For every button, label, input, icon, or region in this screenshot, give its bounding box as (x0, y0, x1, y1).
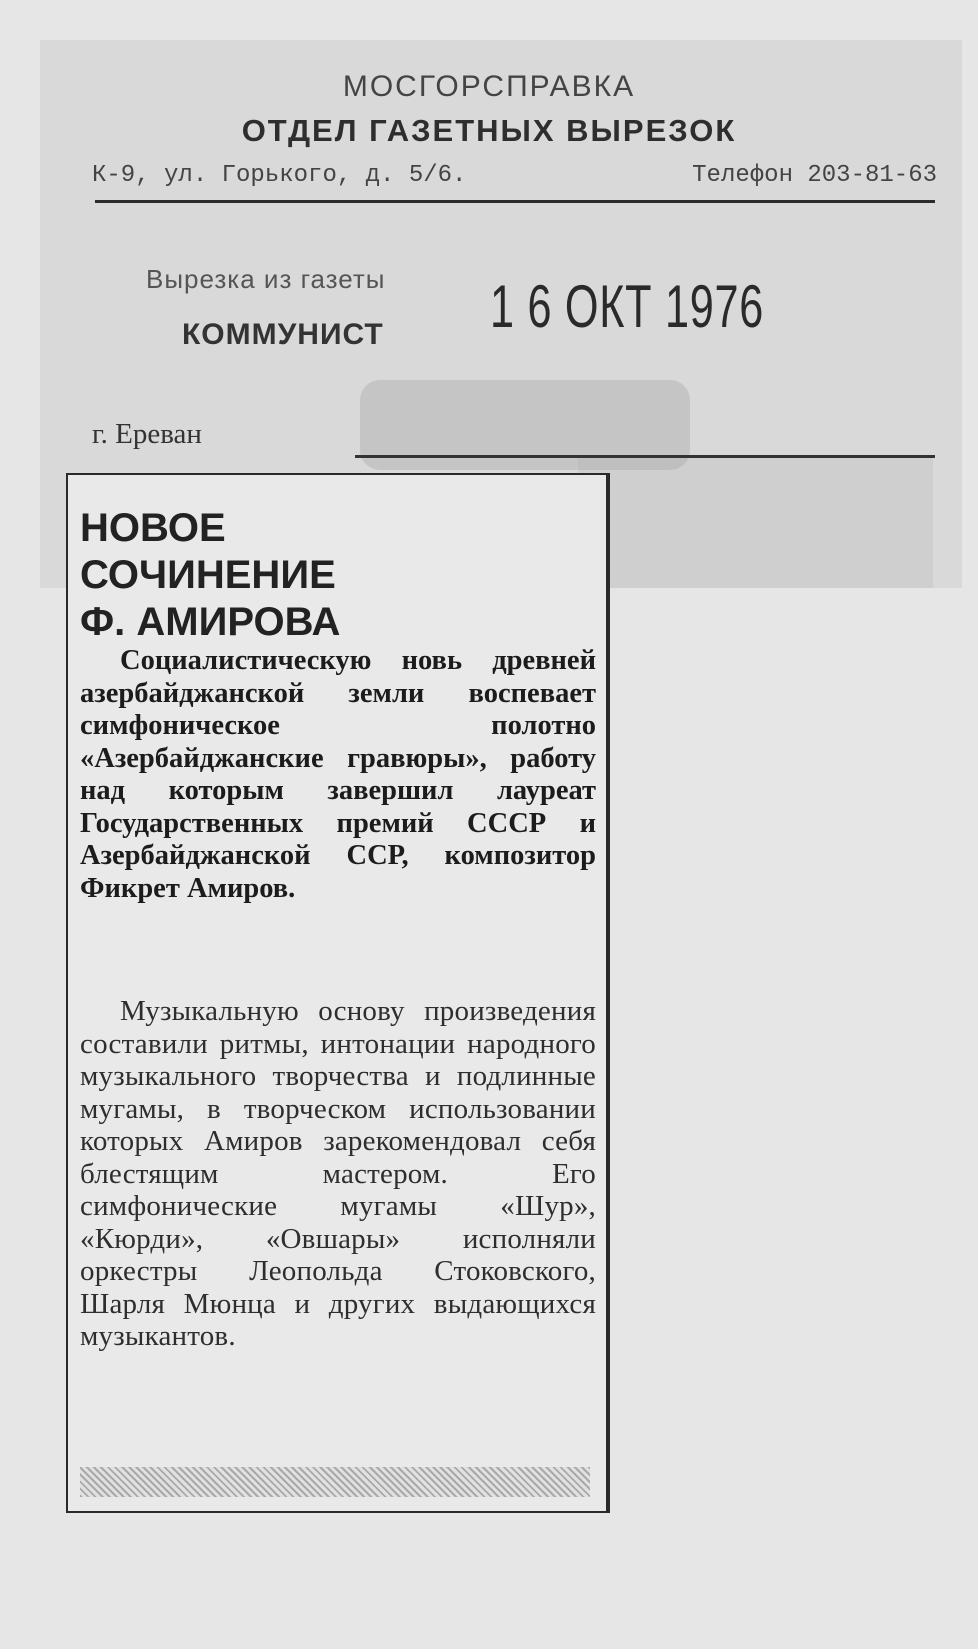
newspaper-name: КОММУНИСТ (182, 318, 384, 351)
bureau-department: ОТДЕЛ ГАЗЕТНЫХ ВЫРЕЗОК (241, 113, 737, 148)
header-rule (95, 200, 935, 203)
date-stamp: 1 6 ОКТ 1976 (490, 273, 764, 340)
halftone-bar (80, 1467, 590, 1497)
headline-line: НОВОЕ (80, 506, 226, 550)
newspaper-city: г. Ереван (92, 418, 202, 450)
bureau-name: МОСГОРСПРАВКА (342, 70, 636, 103)
headline-line: СОЧИНЕНИЕ (80, 553, 336, 597)
headline-line: Ф. АМИРОВА (80, 600, 341, 644)
article-body: Музыкальную основу произведения составили ритмы, интонации народного музыкального творчества и подлинные мугамы, в творческом использовании которых Амиров зарекомендовал себя блестящим мастером. Его симфонические мугамы «Шур», «Кюрди», «Овшары» исполняли оркестры Леопольда Стоковского, Шарля Мюнца и других выдающихся музыкантов. (80, 995, 596, 1352)
newspaper-clipping (66, 473, 610, 1513)
clipping-source-label: Вырезка из газеты (146, 264, 386, 294)
article-lead: Социалистическую новь древней азербайджанской земли воспевает симфоническое полотно «Азербайджанские гравюры», работу над которым завершил лауреат Государственных премий СССР и Азербайджанской ССР, композитор Фикрет Амиров. (80, 645, 596, 904)
bureau-phone: Телефон 203-81-63 (692, 162, 937, 189)
city-rule (355, 455, 935, 458)
article-headline (80, 505, 340, 646)
slip-lower-panel (578, 455, 933, 588)
bureau-address: К-9, ул. Горького, д. 5/6. (92, 162, 467, 189)
